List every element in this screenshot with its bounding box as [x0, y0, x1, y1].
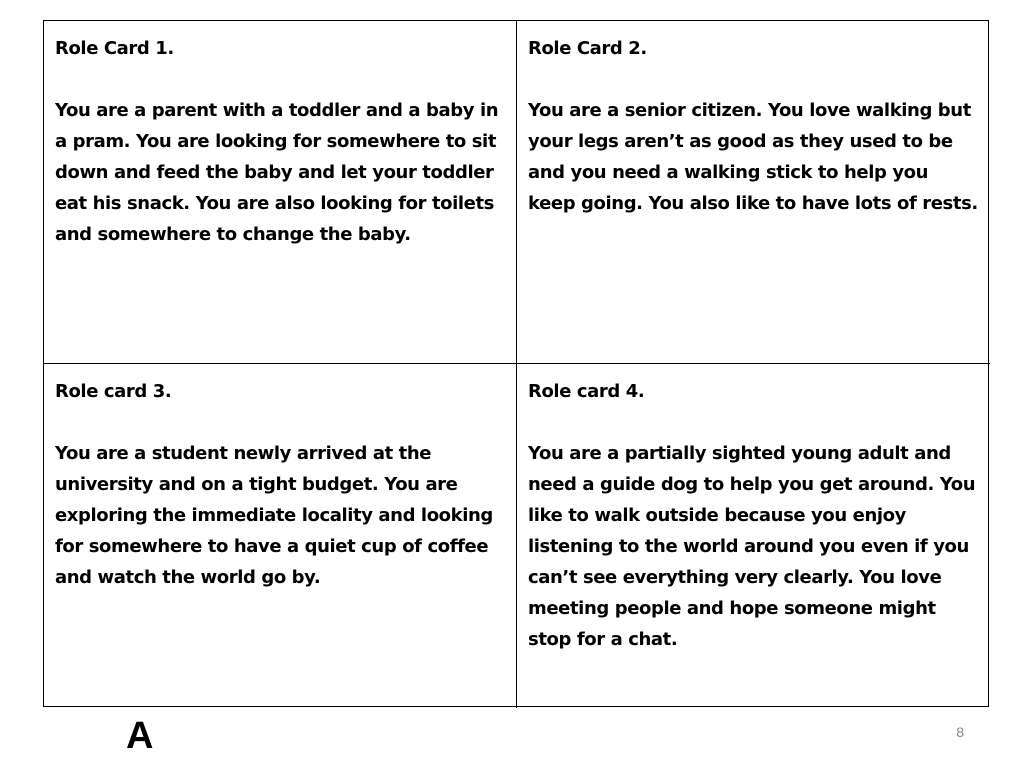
role-card-description: You are a parent with a toddler and a baby in a pram. You are looking for somewhere to sit down and feed the baby and let your toddler eat his snack. You are also looking for toilets and somewhere to change the baby.: [55, 100, 499, 245]
role-card-title: Role Card 2.: [528, 38, 647, 59]
page-letter-label: A: [126, 715, 154, 757]
role-card-title: Role card 4.: [528, 381, 645, 402]
role-card-title: Role Card 1.: [55, 38, 174, 59]
role-card-table: [43, 20, 989, 707]
role-card-description: You are a partially sighted young adult and need a guide dog to help you get around. You like to walk outside because you enjoy listening to the world around you even if you can’t see everything very clearly. You love meeting people and hope someone might stop for a chat.: [528, 443, 976, 650]
role-card-2: [517, 21, 990, 364]
role-card-4: [517, 364, 990, 708]
role-card-3: [44, 364, 517, 708]
role-card-1: [44, 21, 517, 364]
role-card-title: Role card 3.: [55, 381, 172, 402]
page-number: 8: [956, 724, 964, 740]
role-card-description: You are a student newly arrived at the university and on a tight budget. You are exploring the immediate locality and looking for somewhere to have a quiet cup of coffee and watch the world go by.: [55, 443, 493, 588]
role-card-description: You are a senior citizen. You love walking but your legs aren’t as good as they used to be and you need a walking stick to help you keep going. You also like to have lots of rests.: [528, 100, 978, 214]
